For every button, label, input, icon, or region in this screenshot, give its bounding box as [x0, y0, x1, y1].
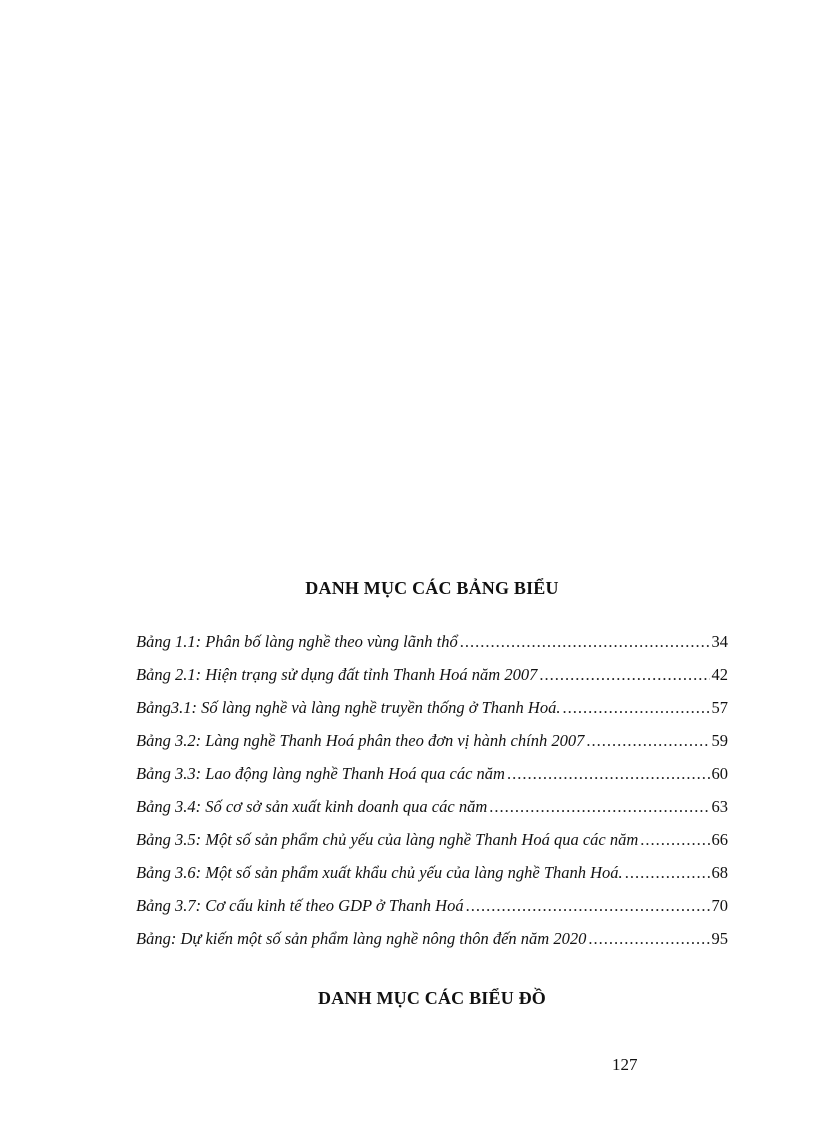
tables-list-title: DANH MỤC CÁC BẢNG BIỂU — [305, 578, 559, 598]
dot-leader — [588, 929, 709, 949]
toc-entry-page: 42 — [711, 665, 728, 684]
toc-entry-label: Bảng 3.4: Số cơ sở sản xuất kinh doanh qua các năm — [136, 797, 488, 816]
toc-entry-page: 60 — [711, 764, 728, 783]
toc-entry-label: Bảng3.1: Số làng nghề và làng nghề truyền thống ở Thanh Hoá. — [136, 698, 561, 717]
toc-entry[interactable] — [136, 797, 728, 830]
dot-leader — [562, 698, 709, 718]
toc-entry-label: Bảng 3.3: Lao động làng nghề Thanh Hoá qua các năm — [136, 764, 505, 783]
toc-entry-label: Bảng 3.2: Làng nghề Thanh Hoá phân theo đơn vị hành chính 2007 — [136, 731, 585, 750]
dot-leader — [489, 797, 709, 817]
toc-entry-label: Bảng 3.7: Cơ cấu kinh tế theo GDP ở Thanh Hoá — [136, 896, 464, 915]
toc-entry-page: 34 — [711, 632, 728, 651]
toc-entry[interactable] — [136, 665, 728, 698]
dot-leader — [507, 764, 710, 784]
toc-entry-label: Bảng 3.6: Một số sản phẩm xuất khẩu chủ yếu của làng nghề Thanh Hoá. — [136, 863, 623, 882]
toc-entry[interactable] — [136, 830, 728, 863]
toc-entry-page: 63 — [711, 797, 728, 816]
toc-entry-page: 70 — [711, 896, 728, 915]
dot-leader — [640, 830, 709, 850]
toc-entry[interactable] — [136, 632, 728, 665]
toc-entry[interactable] — [136, 863, 728, 896]
dot-leader — [466, 896, 710, 916]
toc-entry[interactable] — [136, 929, 728, 962]
toc-entry-page: 68 — [711, 863, 728, 882]
charts-list-title: DANH MỤC CÁC BIỂU ĐỒ — [318, 988, 546, 1008]
toc-entry[interactable] — [136, 731, 728, 764]
dot-leader — [625, 863, 710, 883]
toc-entry-label: Bảng: Dự kiến một số sản phẩm làng nghề nông thôn đến năm 2020 — [136, 929, 587, 948]
page-number: 127 — [612, 1055, 638, 1074]
dot-leader — [539, 665, 709, 685]
toc-entry-page: 59 — [711, 731, 728, 750]
toc-entry-page: 95 — [711, 929, 728, 948]
toc-entry-page: 66 — [711, 830, 728, 849]
dot-leader — [586, 731, 709, 751]
toc-entry-label: Bảng 3.5: Một số sản phẩm chủ yếu của làng nghề Thanh Hoá qua các năm — [136, 830, 639, 849]
toc-entry-label: Bảng 2.1: Hiện trạng sử dụng đất tỉnh Thanh Hoá năm 2007 — [136, 665, 538, 684]
tables-list — [136, 632, 728, 962]
toc-entry[interactable] — [136, 698, 728, 731]
dot-leader — [460, 632, 710, 652]
toc-entry[interactable] — [136, 764, 728, 797]
toc-entry[interactable] — [136, 896, 728, 929]
toc-entry-label: Bảng 1.1: Phân bố làng nghề theo vùng lãnh thổ — [136, 632, 458, 651]
toc-entry-page: 57 — [711, 698, 728, 717]
